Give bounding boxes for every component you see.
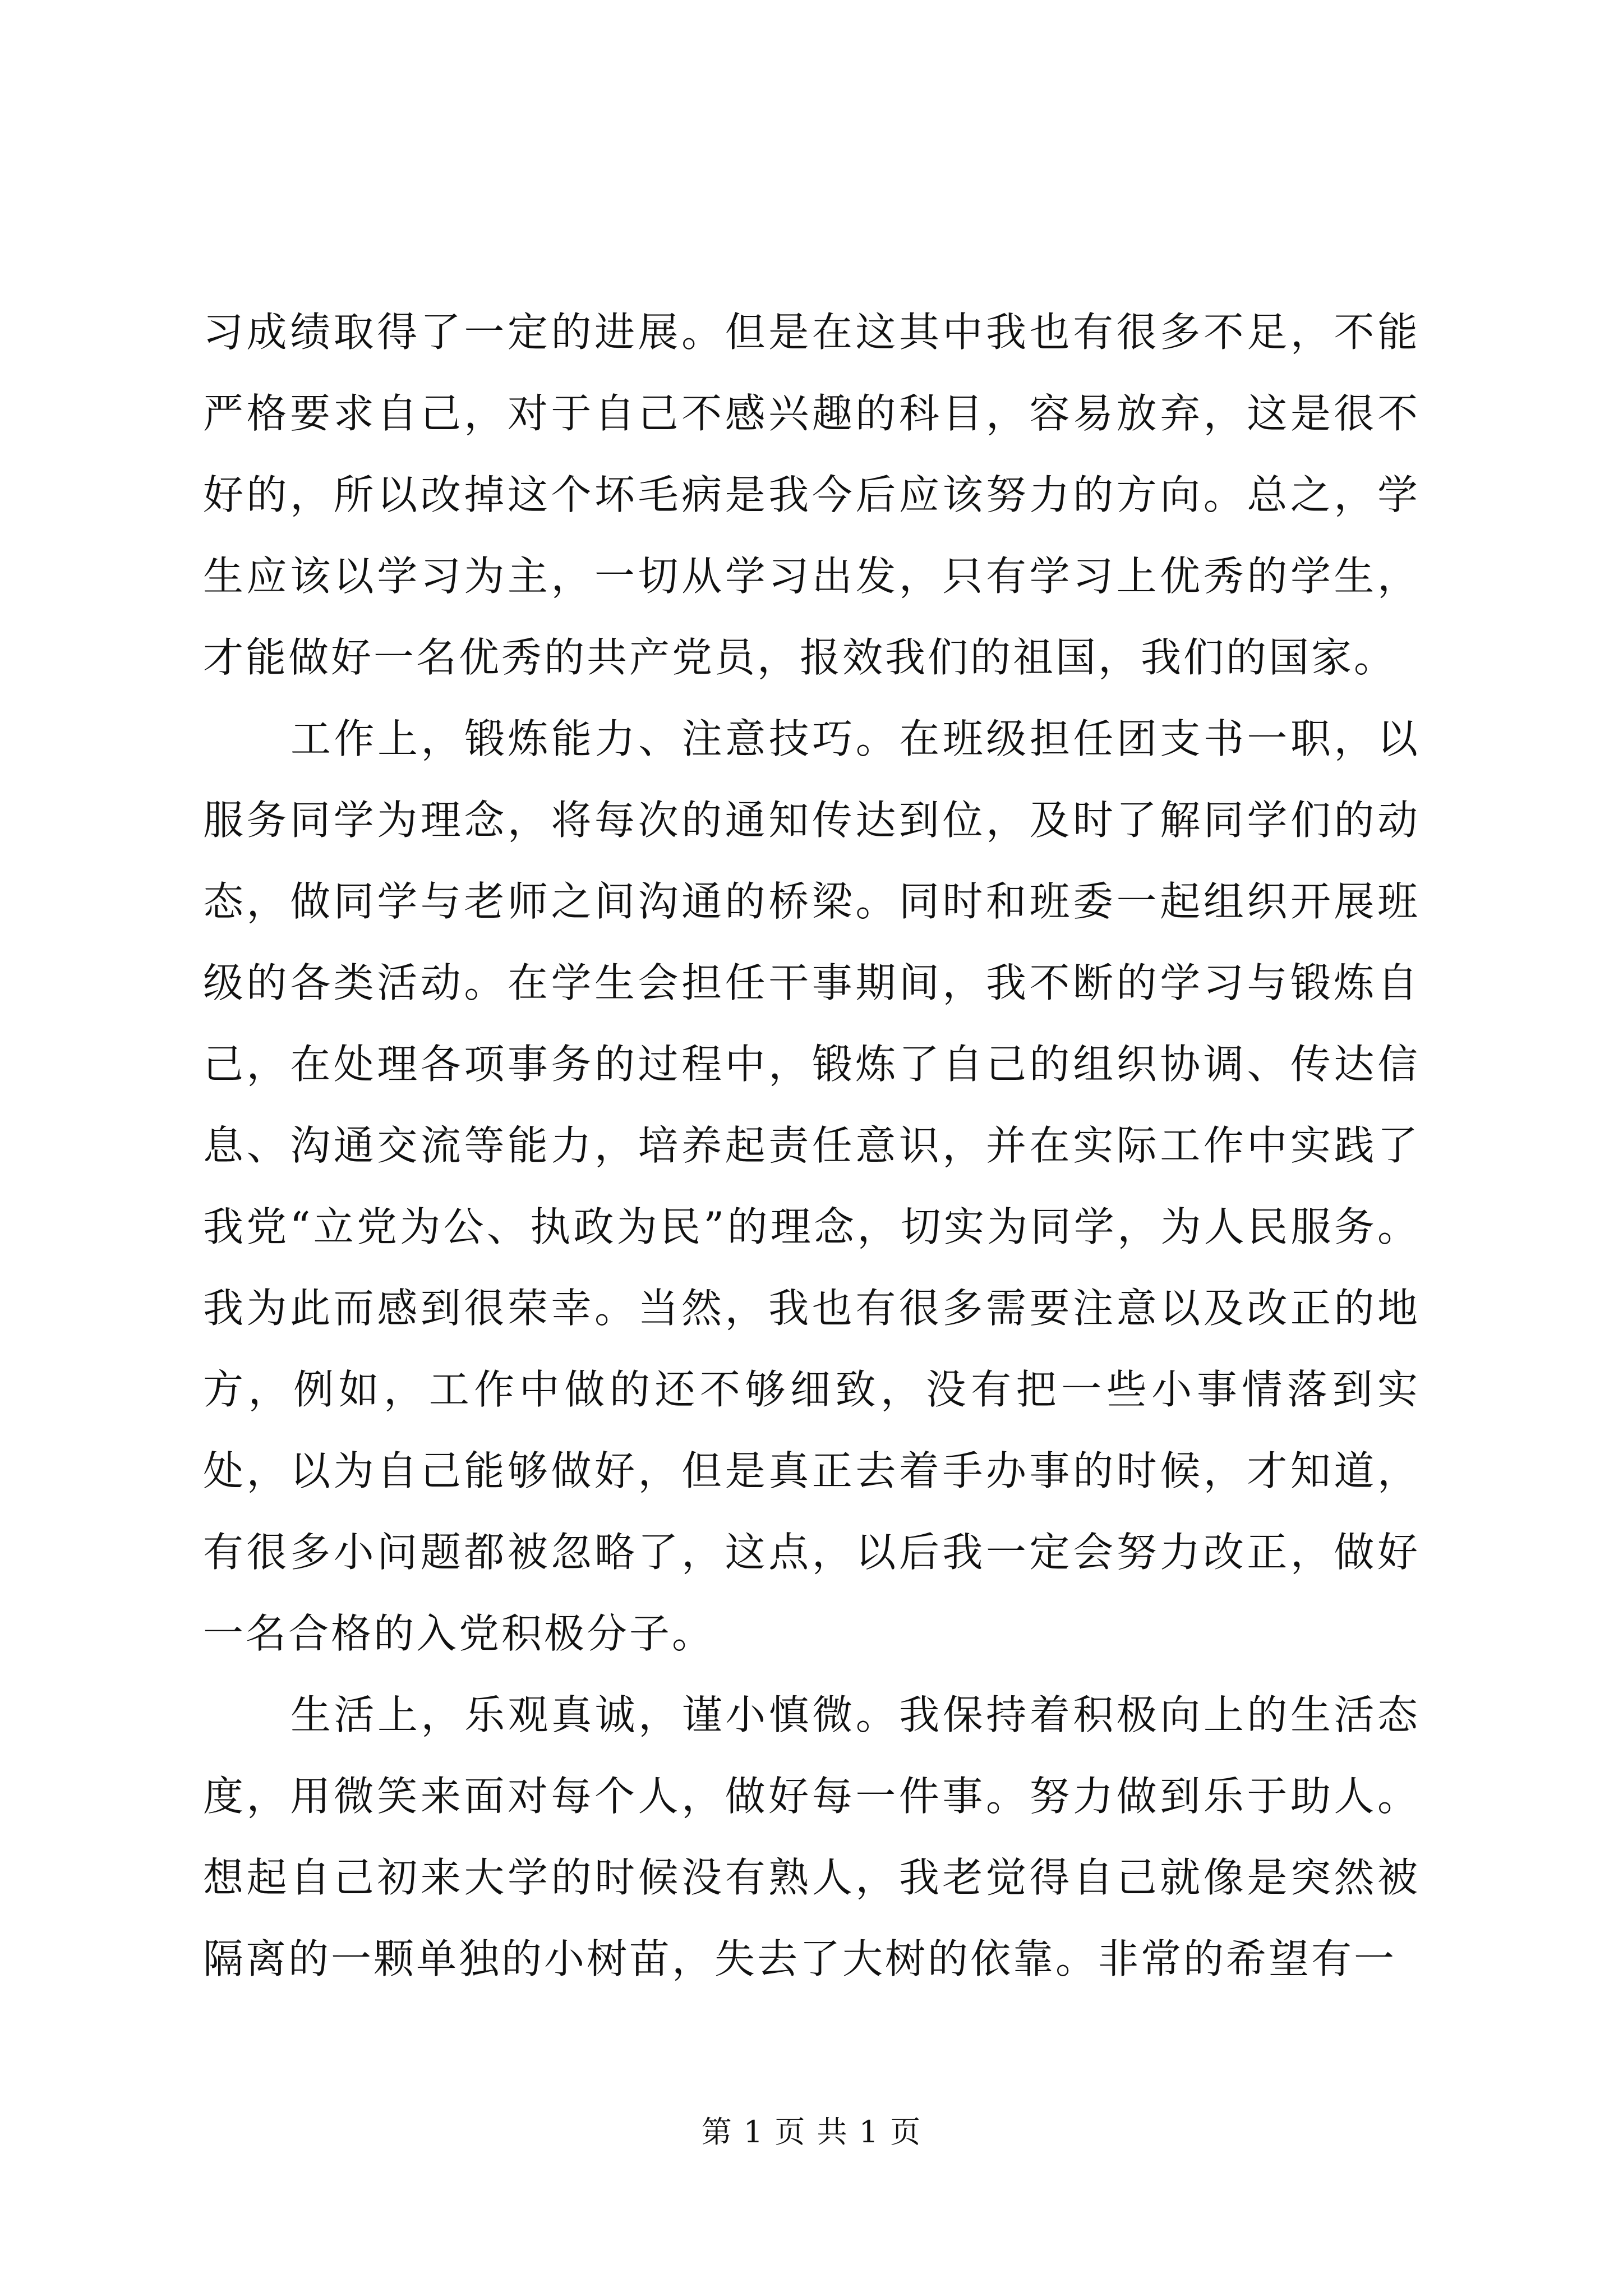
page-footer: 第 1 页 共 1 页 [701,2114,922,2150]
paragraph-1: 习成绩取得了一定的进展。但是在这其中我也有很多不足，不能严格要求自己，对于自己不感兴趣的科目，容易放弃，这是很不好的，所以改掉这个坏毛病是我今后应该努力的方向。总之，学生应该以学习为主，一切从学习出发，只有学习上优秀的学生，才能做好一名优秀的共产党员，报效我们的祖国，我们的国家。 [203,309,1420,681]
document-body [203,292,1420,2000]
paragraph-3: 生活上，乐观真诚，谨小慎微。我保持着积极向上的生活态度，用微笑来面对每个人，做好每一件事。努力做到乐于助人。想起自己初来大学的时候没有熟人，我老觉得自己就像是突然被隔离的一颗单独的小树苗，失去了大树的依靠。非常的希望有一 [203,1691,1420,1982]
paragraph-2: 工作上，锻炼能力、注意技巧。在班级担任团支书一职，以服务同学为理念，将每次的通知传达到位，及时了解同学们的动态，做同学与老师之间沟通的桥梁。同时和班委一起组织开展班级的各类活动。在学生会担任干事期间，我不断的学习与锻炼自己，在处理各项事务的过程中，锻炼了自己的组织协调、传达信息、沟通交流等能力，培养起责任意识，并在实际工作中实践了我党“立党为公、执政为民”的理念，切实为同学，为人民服务。我为此而感到很荣幸。当然，我也有很多需要注意以及改正的地方，例如，工作中做的还不够细致，没有把一些小事情落到实处，以为自己能够做好，但是真正去着手办事的时候，才知道，有很多小问题都被忽略了，这点，以后我一定会努力改正，做好一名合格的入党积极分子。 [203,715,1420,1657]
